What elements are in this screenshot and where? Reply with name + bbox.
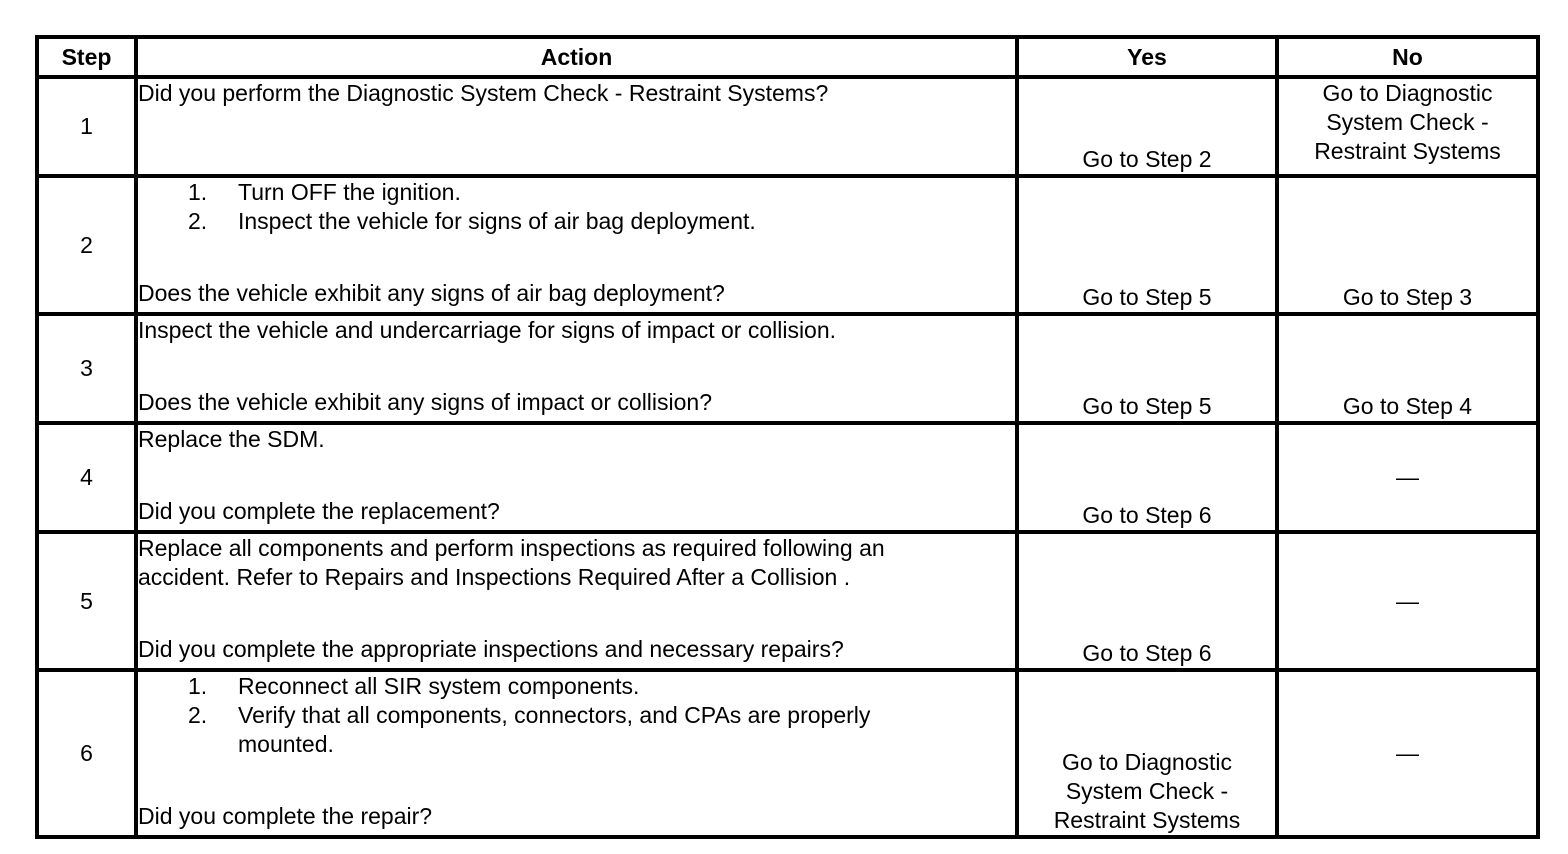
step-number: 5 <box>37 532 136 670</box>
action-cell <box>136 670 1017 837</box>
action-question: Did you complete the appropriate inspections and necessary repairs? <box>138 636 844 662</box>
header-action: Action <box>136 37 1017 77</box>
list-item-number: 1. <box>188 179 208 205</box>
list-item-number: 2. <box>188 208 208 234</box>
table-row <box>37 670 1538 837</box>
list-item-number: 1. <box>188 673 208 699</box>
list-item <box>188 672 1015 701</box>
action-cell <box>136 176 1017 314</box>
yes-result: Go to Step 6 <box>1017 423 1277 532</box>
action-question: Does the vehicle exhibit any signs of air bag deployment? <box>138 280 725 306</box>
no-result: Go to Step 3 <box>1277 176 1538 314</box>
action-question: Did you complete the repair? <box>138 803 433 829</box>
yes-result: Go to Step 6 <box>1017 532 1277 670</box>
header-row <box>37 37 1538 77</box>
step-number: 2 <box>37 176 136 314</box>
action-text: Inspect the vehicle and undercarriage for signs of impact or collision. <box>138 317 837 343</box>
action-list <box>138 178 1015 236</box>
yes-result: Go to Step 5 <box>1017 176 1277 314</box>
list-item-text: Verify that all components, connectors, and CPAs are properly mounted. <box>238 702 871 757</box>
table-row <box>37 77 1538 176</box>
list-item-text: Turn OFF the ignition. <box>238 179 461 205</box>
step-number: 3 <box>37 314 136 423</box>
step-number: 6 <box>37 670 136 837</box>
no-result-dash: — <box>1277 423 1538 532</box>
no-result: Go to Diagnostic System Check - Restraint Systems <box>1277 77 1538 176</box>
step-number: 1 <box>37 77 136 176</box>
action-cell <box>136 423 1017 532</box>
action-cell <box>136 77 1017 176</box>
no-result-dash: — <box>1277 532 1538 670</box>
diagnostic-table <box>35 35 1540 839</box>
list-item-text: Reconnect all SIR system components. <box>238 673 640 699</box>
list-item-text: Inspect the vehicle for signs of air bag deployment. <box>238 208 756 234</box>
header-step: Step <box>37 37 136 77</box>
action-question: Did you complete the replacement? <box>138 498 500 524</box>
table-row <box>37 423 1538 532</box>
list-item-number: 2. <box>188 702 208 728</box>
list-item <box>188 178 1015 207</box>
list-item <box>188 207 1015 236</box>
yes-result: Go to Step 2 <box>1017 77 1277 176</box>
no-result: Go to Step 4 <box>1277 314 1538 423</box>
action-cell <box>136 314 1017 423</box>
header-yes: Yes <box>1017 37 1277 77</box>
table-row <box>37 532 1538 670</box>
action-text: Replace the SDM. <box>138 426 325 452</box>
action-text: Replace all components and perform inspections as required following an accident. Refer to Repairs and Inspections Required After a Collision . <box>138 535 885 590</box>
action-question: Does the vehicle exhibit any signs of impact or collision? <box>138 389 713 415</box>
header-no: No <box>1277 37 1538 77</box>
table-row <box>37 176 1538 314</box>
yes-result: Go to Step 5 <box>1017 314 1277 423</box>
yes-result: Go to Diagnostic System Check - Restraint Systems <box>1017 670 1277 837</box>
list-item <box>188 701 1015 759</box>
action-list <box>138 672 1015 759</box>
step-number: 4 <box>37 423 136 532</box>
action-text: Did you perform the Diagnostic System Check - Restraint Systems? <box>138 80 829 106</box>
action-cell <box>136 532 1017 670</box>
table-row <box>37 314 1538 423</box>
no-result-dash: — <box>1277 670 1538 837</box>
